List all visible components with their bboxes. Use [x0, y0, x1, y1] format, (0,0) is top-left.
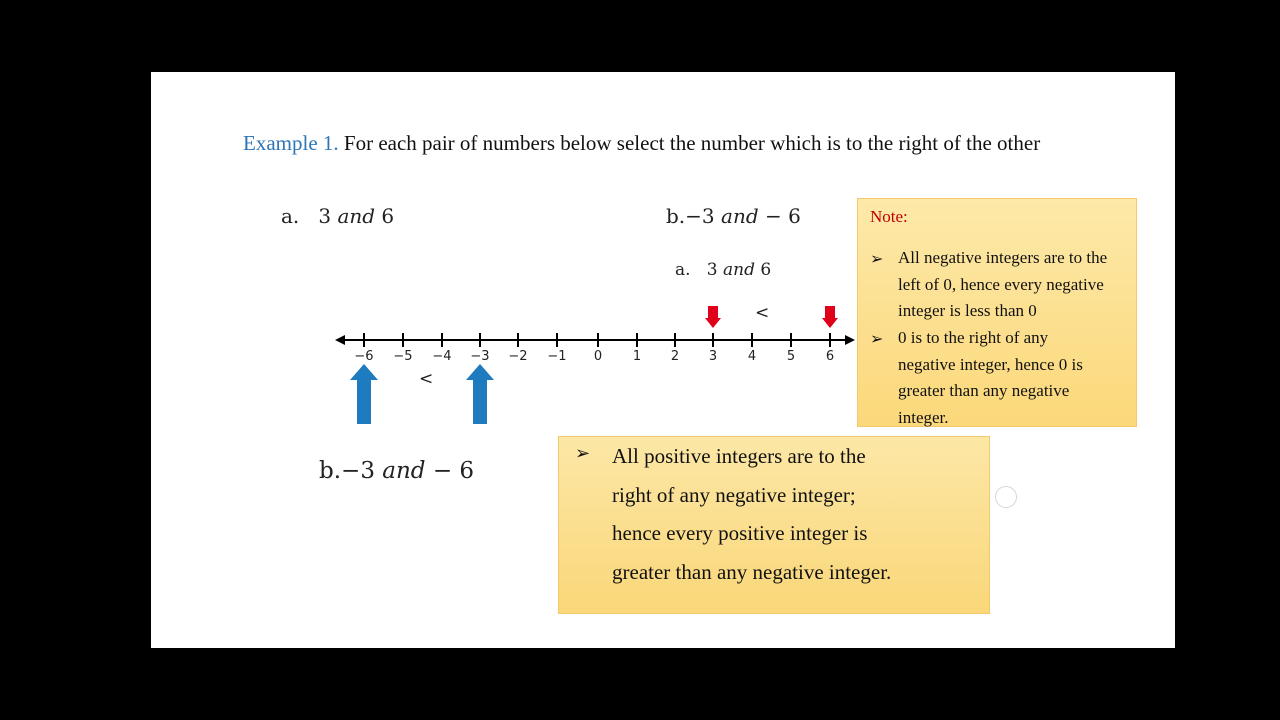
- problem-a-repeat-n2: 6: [760, 260, 772, 280]
- bullet-arrow-icon: ➢: [870, 251, 884, 268]
- positive-box-line: All positive integers are to the: [612, 444, 866, 468]
- right-arrowhead-icon: [845, 335, 855, 345]
- problem-b-large-label: b.: [319, 458, 342, 484]
- note-bullet-2-line: integer.: [898, 407, 949, 427]
- pointer-circle-icon: [995, 486, 1017, 508]
- bullet-arrow-icon: ➢: [575, 443, 591, 463]
- red-comparison-symbol: <: [755, 303, 770, 323]
- problem-a-repeat-n1: 3: [706, 260, 718, 280]
- problem-b-large-n1: −3: [341, 458, 375, 484]
- left-arrowhead-icon: [335, 335, 345, 345]
- problem-a-repeat-and: and: [723, 260, 755, 280]
- problem-b-large-n2: − 6: [432, 458, 475, 484]
- problem-b-n2: − 6: [764, 204, 801, 228]
- bullet-arrow-icon: ➢: [870, 331, 884, 348]
- problem-b-n1: −3: [685, 204, 715, 228]
- number-line-tick-label: −1: [547, 349, 567, 364]
- note-bullet-2-line: greater than any negative: [898, 381, 1070, 400]
- number-line-tick-label: 1: [632, 349, 642, 364]
- example-instruction: For each pair of numbers below select the number which is to the right of the other: [338, 131, 1041, 155]
- note-bullet-1: [898, 245, 1107, 325]
- blue-up-arrow-icon: [466, 364, 494, 424]
- note-title: Note:: [870, 207, 908, 226]
- number-line-tick-label: −4: [432, 349, 452, 364]
- positive-box-line: greater than any negative integer.: [612, 559, 892, 584]
- positive-box-line: right of any negative integer;: [612, 482, 856, 507]
- red-down-arrow-icon: [705, 306, 721, 328]
- number-line-tick-label: 3: [708, 349, 718, 364]
- number-line-tick-label: 4: [747, 349, 757, 364]
- example-label: Example 1.: [243, 131, 339, 155]
- problem-b-and: and: [721, 204, 759, 228]
- number-line-tick-label: 2: [670, 349, 680, 364]
- slide: [151, 72, 1175, 648]
- problem-b-large-and: and: [382, 458, 426, 484]
- note-box: [857, 198, 1137, 427]
- red-down-arrow-icon: [822, 306, 838, 328]
- problem-a-label: a.: [281, 204, 300, 228]
- number-line-tick-label: −2: [508, 349, 528, 364]
- problem-b-label: b.: [666, 204, 686, 228]
- positive-integers-box: [558, 436, 990, 614]
- note-bullet-1-line: All negative integers are to the: [898, 248, 1108, 267]
- note-bullet-1-line: integer is less than 0: [898, 301, 1037, 320]
- positive-integers-text: [612, 437, 891, 591]
- number-line-tick-label: 6: [825, 349, 835, 364]
- number-line-tick-label: 0: [593, 349, 603, 364]
- note-bullet-2-line: 0 is to the right of any: [898, 328, 1049, 347]
- positive-box-line: hence every positive integer is: [612, 521, 868, 545]
- problem-a-repeat-label: a.: [675, 260, 691, 280]
- problem-a-n2: 6: [381, 204, 395, 228]
- number-line-tick-label: 5: [786, 349, 796, 364]
- blue-up-arrow-icon: [350, 364, 378, 424]
- note-bullet-2-line: negative integer, hence 0 is: [898, 354, 1083, 374]
- note-bullet-1-line: left of 0, hence every negative: [898, 274, 1104, 294]
- number-line-tick-label: −5: [393, 349, 413, 364]
- number-line-tick-label: −3: [470, 349, 490, 364]
- problem-a-n1: 3: [318, 204, 332, 228]
- blue-comparison-symbol: <: [419, 369, 434, 389]
- problem-a-and: and: [337, 204, 376, 228]
- number-line-tick-label: −6: [354, 349, 374, 364]
- note-bullet-2: [898, 325, 1083, 431]
- problem-b-large: [319, 458, 474, 484]
